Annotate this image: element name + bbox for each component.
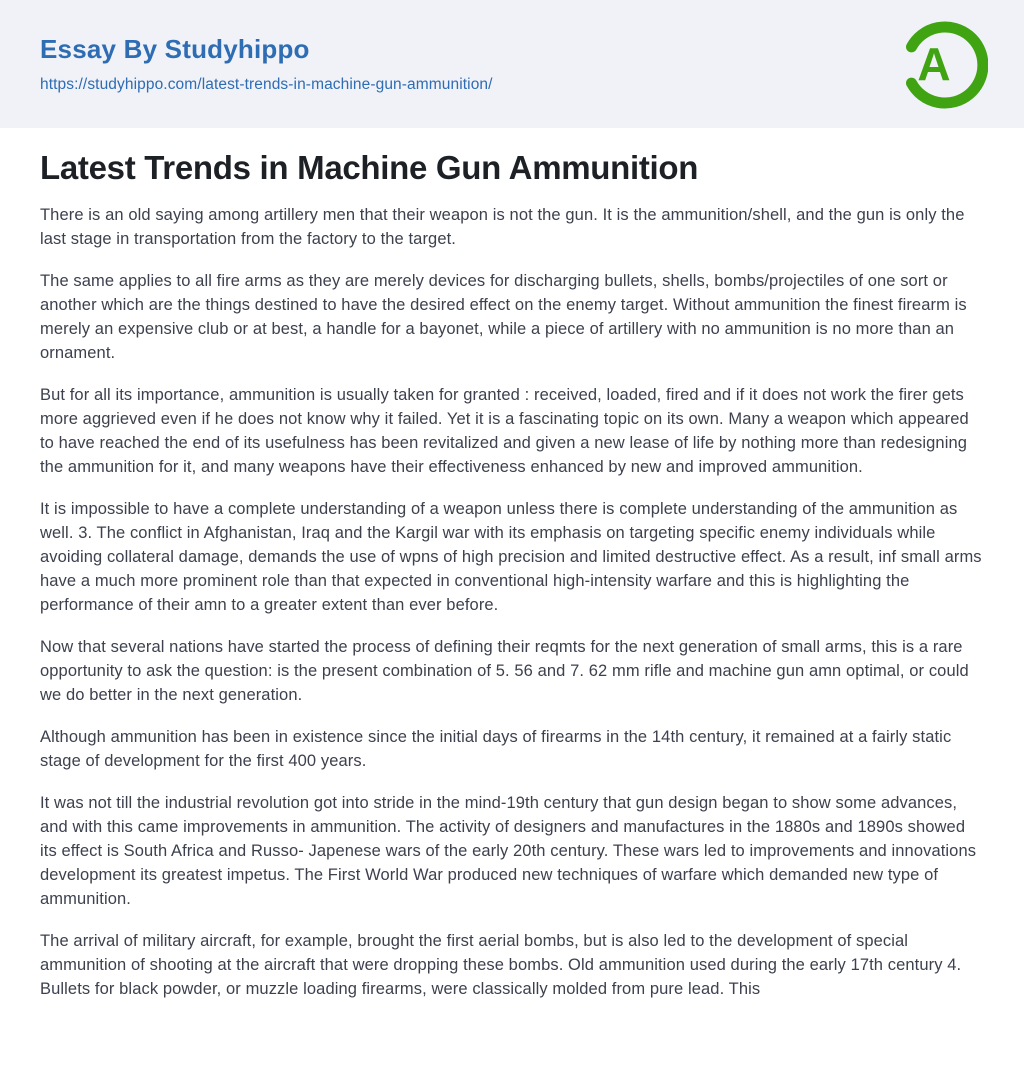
article-paragraph: Although ammunition has been in existence since the initial days of firearms in the 14th century, it remained at a fairly static stage of development for the first 400 years.	[40, 727, 952, 770]
article-paragraph: The same applies to all fire arms as they are merely devices for discharging bullets, shells, bombs/projectiles of one sort or another which are the things destined to have the desired effect on the enemy target. Without ammunition the finest firearm is merely an expensive club or at best, a handle for a bayonet, while a piece of artillery with no ammunition is no more than an ornament.	[40, 271, 967, 362]
article-paragraph: There is an old saying among artillery men that their weapon is not the gun. It is the ammunition/shell, and the gun is only the last stage in transportation from the factory to the target.	[40, 205, 965, 248]
article-paragraph: But for all its importance, ammunition is usually taken for granted : received, loaded, fired and if it does not work the firer gets more aggrieved even if he does not know why it failed. Yet it is a fascinating topic on its own. Many a weapon which appeared to have reached the end of its usefulness has been revitalized and given a new lease of life by nothing more than redesigning the ammunition for it, and many weapons have their effectiveness enhanced by new and improved ammunition.	[40, 385, 969, 476]
logo-ring-icon	[900, 18, 988, 110]
header-left	[40, 34, 493, 94]
article-paragraph: Now that several nations have started the process of defining their reqmts for the next generation of small arms, this is a rare opportunity to ask the question: is the present combination of 5. 56 and 7. 62 mm rifle and machine gun amn optimal, or could we do better in the next generation.	[40, 637, 969, 704]
article-paragraph: The arrival of military aircraft, for example, brought the first aerial bombs, but is also led to the development of special ammunition of shooting at the aircraft that were dropping these bombs. Old ammunition used during the early 17th century 4. Bullets for black powder, or muzzle loading firearms, were classically molded from pure lead. This	[40, 931, 962, 998]
source-url-link[interactable]: https://studyhippo.com/latest-trends-in-machine-gun-ammunition/	[40, 76, 493, 94]
article-paragraph: It is impossible to have a complete understanding of a weapon unless there is complete understanding of the ammunition as well. 3. The conflict in Afghanistan, Iraq and the Kargil war with its emphasis on targeting specific enemy individuals while avoiding collateral damage, demands the use of wpns of high precision and limited destructive effect. As a result, inf small arms have a much more prominent role than that expected in conventional high-intensity warfare and this is highlighting the performance of their amn to a greater extent than ever before.	[40, 499, 982, 614]
site-logo[interactable]	[900, 18, 988, 110]
logo-letter: A	[917, 38, 951, 90]
site-header	[0, 0, 1024, 128]
article-body	[40, 203, 984, 1001]
article-paragraph: It was not till the industrial revolution got into stride in the mind-19th century that gun design began to show some advances, and with this came improvements in ammunition. The activity of designers and manufactures in the 1880s and 1890s showed its effect is South Africa and Russo- Japenese wars of the early 20th century. These wars led to improvements and innovations development its greatest impetus. The First World War produced new techniques of warfare which demanded new type of ammunition.	[40, 793, 977, 908]
article	[0, 128, 1024, 1001]
site-name-link[interactable]: Essay By Studyhippo	[40, 33, 310, 64]
page-title: Latest Trends in Machine Gun Ammunition	[40, 149, 699, 186]
